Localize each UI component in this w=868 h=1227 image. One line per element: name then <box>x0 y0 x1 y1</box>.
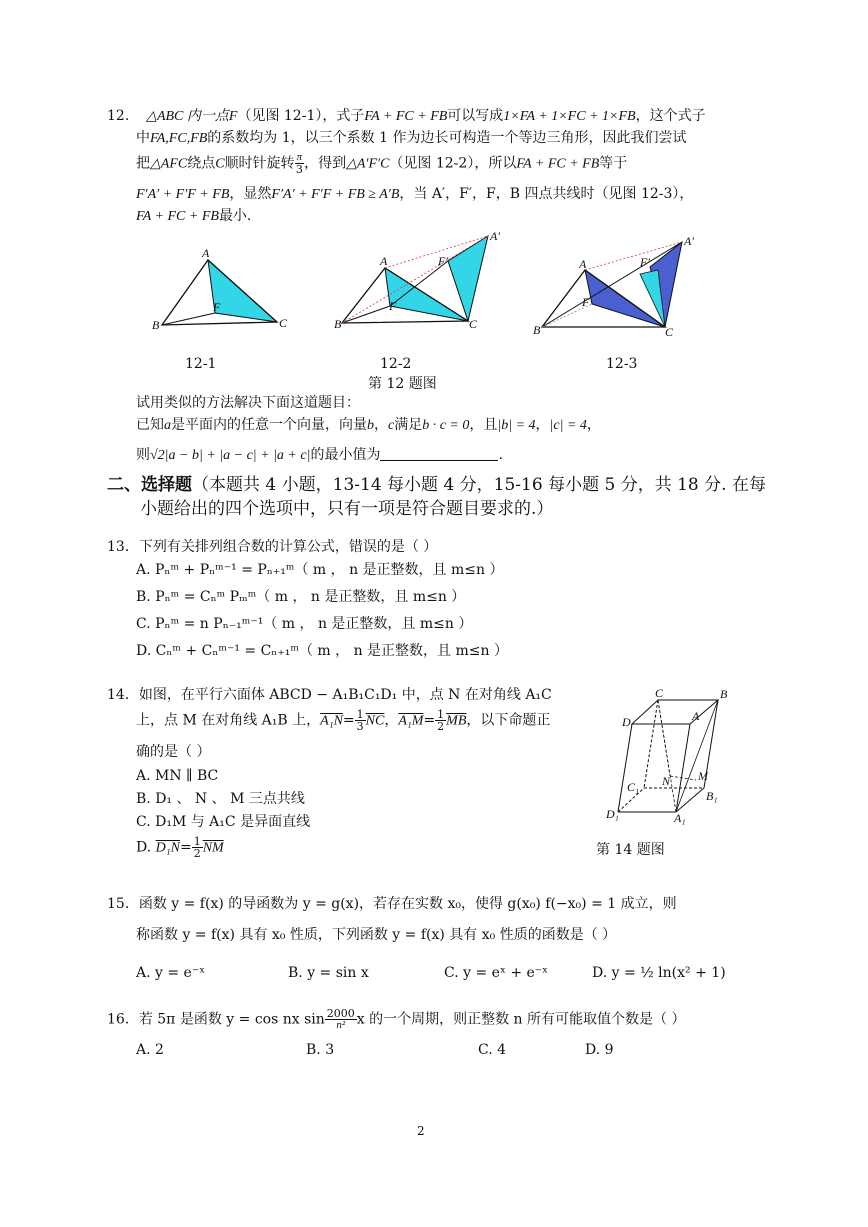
q12-angle-fraction <box>295 152 305 175</box>
q12-text: F <box>228 109 238 124</box>
label-m: M <box>698 769 708 783</box>
label-ap: A′ <box>490 229 500 243</box>
vector-a1n: A₁N <box>320 713 343 729</box>
q14-text: = <box>342 712 355 729</box>
q12-text: 是平面内的任意一个向量，向量 <box>171 417 367 433</box>
label-b: B <box>334 317 342 331</box>
q12-formula: 1×FA + 1×FC + 1×FB <box>503 109 636 124</box>
q16-option-c[interactable]: C. 4 <box>478 1042 507 1058</box>
q12-line-8 <box>136 445 503 466</box>
q12-text: ，当 A′，F′，F，B 四点共线时（见图 12-3）， <box>399 186 694 202</box>
edge-aa1 <box>676 724 690 812</box>
q12-text: （见图 12-1），式子 <box>237 108 365 124</box>
q13-option-d[interactable]: D. Cₙᵐ + Cₙᵐ⁻¹ = Cₙ₊₁ᵐ（ m ， n 是正整数，且 m≤n ） <box>136 643 508 659</box>
segment-nm <box>670 776 696 780</box>
q14-text: ， <box>384 712 399 729</box>
label-a: A <box>579 257 587 271</box>
q16-text: 16．若 5π 是函数 y = cos nx sin <box>107 1011 325 1028</box>
label-f: F <box>582 295 590 309</box>
q12-text: ，显然 <box>229 186 272 202</box>
figure-12-3 <box>530 232 710 342</box>
label-b: B <box>720 687 728 701</box>
figure-12-title: 第 12 题图 <box>368 376 437 392</box>
q12-line-2 <box>136 128 686 149</box>
q12-formula: △AFC <box>150 156 188 172</box>
q12-expression: √2|a − b| + |a − c| + |a + c| <box>150 448 311 463</box>
label-b1: B₁ <box>706 789 718 803</box>
section2-header <box>107 475 766 495</box>
fraction-numerator: 1 <box>356 708 364 721</box>
section-desc: 小题给出的四个选项中，只有一项是符合题目要求的.） <box>140 499 554 519</box>
section-desc: （本题共 4 小题，13-14 每小题 4 分，15-16 每小题 5 分，共 18 分. 在每 <box>192 475 766 495</box>
q12-text: 可以写成 <box>447 108 504 124</box>
label-fp: F′ <box>640 255 650 269</box>
q14-text: 上，点 M 在对角线 A₁B 上， <box>136 712 321 729</box>
q12-formula: C <box>215 156 225 172</box>
q14-option-b[interactable]: B. D₁ 、 N 、 M 三点共线 <box>136 791 305 807</box>
fraction-numerator: 2000 <box>326 1007 355 1020</box>
figure-14-parallelepiped <box>600 688 730 828</box>
q12-formula: FA + FC + FB <box>364 109 448 124</box>
page-number: 2 <box>417 1124 425 1138</box>
q12-text: 把 <box>136 155 150 172</box>
label-c: C <box>665 325 674 339</box>
label-b: B <box>152 318 160 332</box>
q14-option-c[interactable]: C. D₁M 与 A₁C 是异面直线 <box>136 814 311 830</box>
section-title: 二、选择题 <box>107 475 192 495</box>
q15-option-c[interactable]: C. y = eˣ + e⁻ˣ <box>444 965 549 981</box>
q12-formula: |b| = 4 <box>497 418 536 433</box>
q12-text: 的最小值为 <box>310 447 381 463</box>
q13-option-a[interactable]: A. Pₙᵐ + Pₙᵐ⁻¹ = Pₙ₊₁ᵐ（ m ， n 是正整数，且 m≤n ） <box>136 562 504 578</box>
q14-line-1: 14．如图，在平行六面体 ABCD − A₁B₁C₁D₁ 中，点 N 在对角线 A₁C <box>107 687 552 703</box>
q16-fraction <box>325 1008 357 1031</box>
edge-dd1 <box>618 724 632 812</box>
q14-fraction-3 <box>192 836 203 859</box>
q12-text: ， <box>586 417 601 433</box>
q12-text: 绕点 <box>187 155 216 172</box>
vector-b: b <box>367 418 374 433</box>
q12-text: 已知 <box>136 417 164 433</box>
q12-text: △ABC 内一点 <box>146 109 229 124</box>
q15-option-d[interactable]: D. y = ½ ln(x² + 1) <box>592 965 726 981</box>
figure-12-2 <box>330 228 510 338</box>
q14-option-d[interactable] <box>136 836 224 866</box>
vector-c: c <box>388 418 395 433</box>
q12-line-5 <box>136 206 251 227</box>
q12-formula: |c| = 4 <box>549 418 587 433</box>
label-a: A <box>380 254 388 268</box>
fraction-numerator: 1 <box>437 708 445 721</box>
q12-formula: F′A′ + F′F + FB ≥ A′B <box>271 187 400 202</box>
q14-line-3: 确的是（ ） <box>136 744 211 760</box>
q14-text: ，以下命题正 <box>466 712 551 729</box>
answer-blank[interactable] <box>380 446 498 461</box>
q12-text: 等于 <box>599 155 628 172</box>
q16-option-b[interactable]: B. 3 <box>306 1042 335 1058</box>
fraction-numerator: π <box>296 151 303 163</box>
fraction-denominator: 2 <box>437 720 445 733</box>
triangle-apfpc-fill <box>448 236 488 321</box>
q12-text: （见图 12-2），所以 <box>389 155 517 172</box>
q14-fraction-1 <box>355 709 366 732</box>
q12-subquestion-intro: 试用类似的方法解决下面这道题目： <box>136 395 360 411</box>
q12-formula: △A′F′C <box>346 156 390 172</box>
label-b: B <box>533 323 541 337</box>
q16-option-d[interactable]: D. 9 <box>585 1042 614 1058</box>
q15-option-a[interactable]: A. y = e⁻ˣ <box>136 965 206 981</box>
label-d: D <box>622 715 631 729</box>
q12-formula: b · c = 0 <box>422 418 470 433</box>
q13-stem: 13．下列有关排列组合数的计算公式，错误的是（ ） <box>107 539 438 555</box>
q12-text: 中 <box>136 130 150 146</box>
q12-formula: FA + FC + FB <box>516 156 600 172</box>
q12-line-1 <box>107 106 706 127</box>
q14-line-2 <box>136 709 550 739</box>
figure-12-2-caption: 12-2 <box>380 356 412 372</box>
fraction-denominator: 3 <box>295 163 303 176</box>
q12-text: 则 <box>136 447 150 463</box>
label-ap: A′ <box>684 234 694 248</box>
vector-mb: $\overline{MB}$ <box>446 713 467 729</box>
figure-12-1-caption: 12-1 <box>185 356 217 372</box>
q12-text: 满足 <box>394 417 423 433</box>
label-a: A <box>202 246 210 260</box>
q14-option-a[interactable]: A. MN ∥ BC <box>136 768 219 784</box>
q12-text: ， <box>535 417 550 433</box>
label-fp: F′ <box>438 254 448 268</box>
q13-option-c[interactable]: C. Pₙᵐ = n Pₙ₋₁ᵐ⁻¹（ m ， n 是正整数，且 m≤n ） <box>136 616 473 632</box>
q14-text: = <box>423 712 436 729</box>
segment-cn <box>658 700 670 776</box>
q12-formula: FA + FC + FB <box>136 209 219 224</box>
label-f: F <box>213 300 221 314</box>
q14-fraction-2 <box>435 709 446 732</box>
label-a: A <box>692 709 700 723</box>
label-c: C <box>279 316 288 330</box>
label-f: F <box>389 299 397 313</box>
q16-option-a[interactable]: A. 2 <box>136 1042 164 1058</box>
q13-option-b[interactable]: B. Pₙᵐ = Cₙᵐ Pₘᵐ（ m ， n 是正整数，且 m≤n ） <box>136 589 466 605</box>
vector-nc: $\overline{NC}$ <box>365 713 385 729</box>
q15-line-1: 15．函数 y = f(x) 的导函数为 y = g(x)，若存在实数 x₀，使得 g(x₀) f(−x₀) = 1 成立，则 <box>107 896 677 912</box>
label-d1: D₁ <box>606 807 619 821</box>
q12-line-7 <box>136 415 601 436</box>
q12-text: 的系数均为 1，以三个系数 1 作为边长可构造一个等边三角形，因此我们尝试 <box>207 130 687 146</box>
q12-formula: FA,FC,FB <box>150 131 208 146</box>
q12-text: ，且 <box>469 417 498 433</box>
figure-12-3-caption: 12-3 <box>606 356 638 372</box>
q12-text: 最小. <box>218 208 252 224</box>
q16-text: x 的一个周期，则正整数 n 所有可能取值个数是（ ） <box>356 1011 686 1028</box>
figure-14-title: 第 14 题图 <box>596 842 665 858</box>
label-n: N <box>662 774 671 788</box>
fraction-denominator: n² <box>336 1019 346 1031</box>
label-c1: C₁ <box>627 780 640 794</box>
q12-text: 顺时针旋转 <box>224 155 295 172</box>
q14-text: = <box>179 839 192 856</box>
top-face <box>632 700 718 724</box>
vector-nm: $\overline{NM}$ <box>202 840 224 856</box>
vector-a1m: A₁M <box>398 713 424 729</box>
q12-text: . <box>498 447 503 463</box>
figure-12-1 <box>150 245 290 340</box>
q12-number: 12. <box>107 108 130 124</box>
q12-text: ， <box>374 417 388 433</box>
label-a1: A₁ <box>674 811 686 825</box>
fraction-numerator: 1 <box>193 835 201 848</box>
q12-line-4 <box>136 184 693 205</box>
label-c: C <box>655 686 664 700</box>
option-letter: D. <box>136 839 152 856</box>
q15-option-b[interactable]: B. y = sin x <box>288 965 369 981</box>
q15-line-2: 称函数 y = f(x) 具有 x₀ 性质，下列函数 y = f(x) 具有 x₀ 性质的函数是（ ） <box>136 927 617 943</box>
q16-line-1 <box>107 1008 685 1038</box>
edge-cc1 <box>644 700 658 788</box>
q12-formula: F′A′ + F′F + FB <box>136 187 230 202</box>
fraction-denominator: 3 <box>356 720 364 733</box>
label-c: C <box>469 317 478 331</box>
q12-text: ，这个式子 <box>635 108 706 124</box>
vector-a: a <box>164 418 171 433</box>
q12-line-3 <box>136 152 627 182</box>
q12-text: ，得到 <box>304 155 347 172</box>
vector-d1n: D₁N <box>155 840 180 856</box>
fraction-denominator: 2 <box>193 847 201 860</box>
